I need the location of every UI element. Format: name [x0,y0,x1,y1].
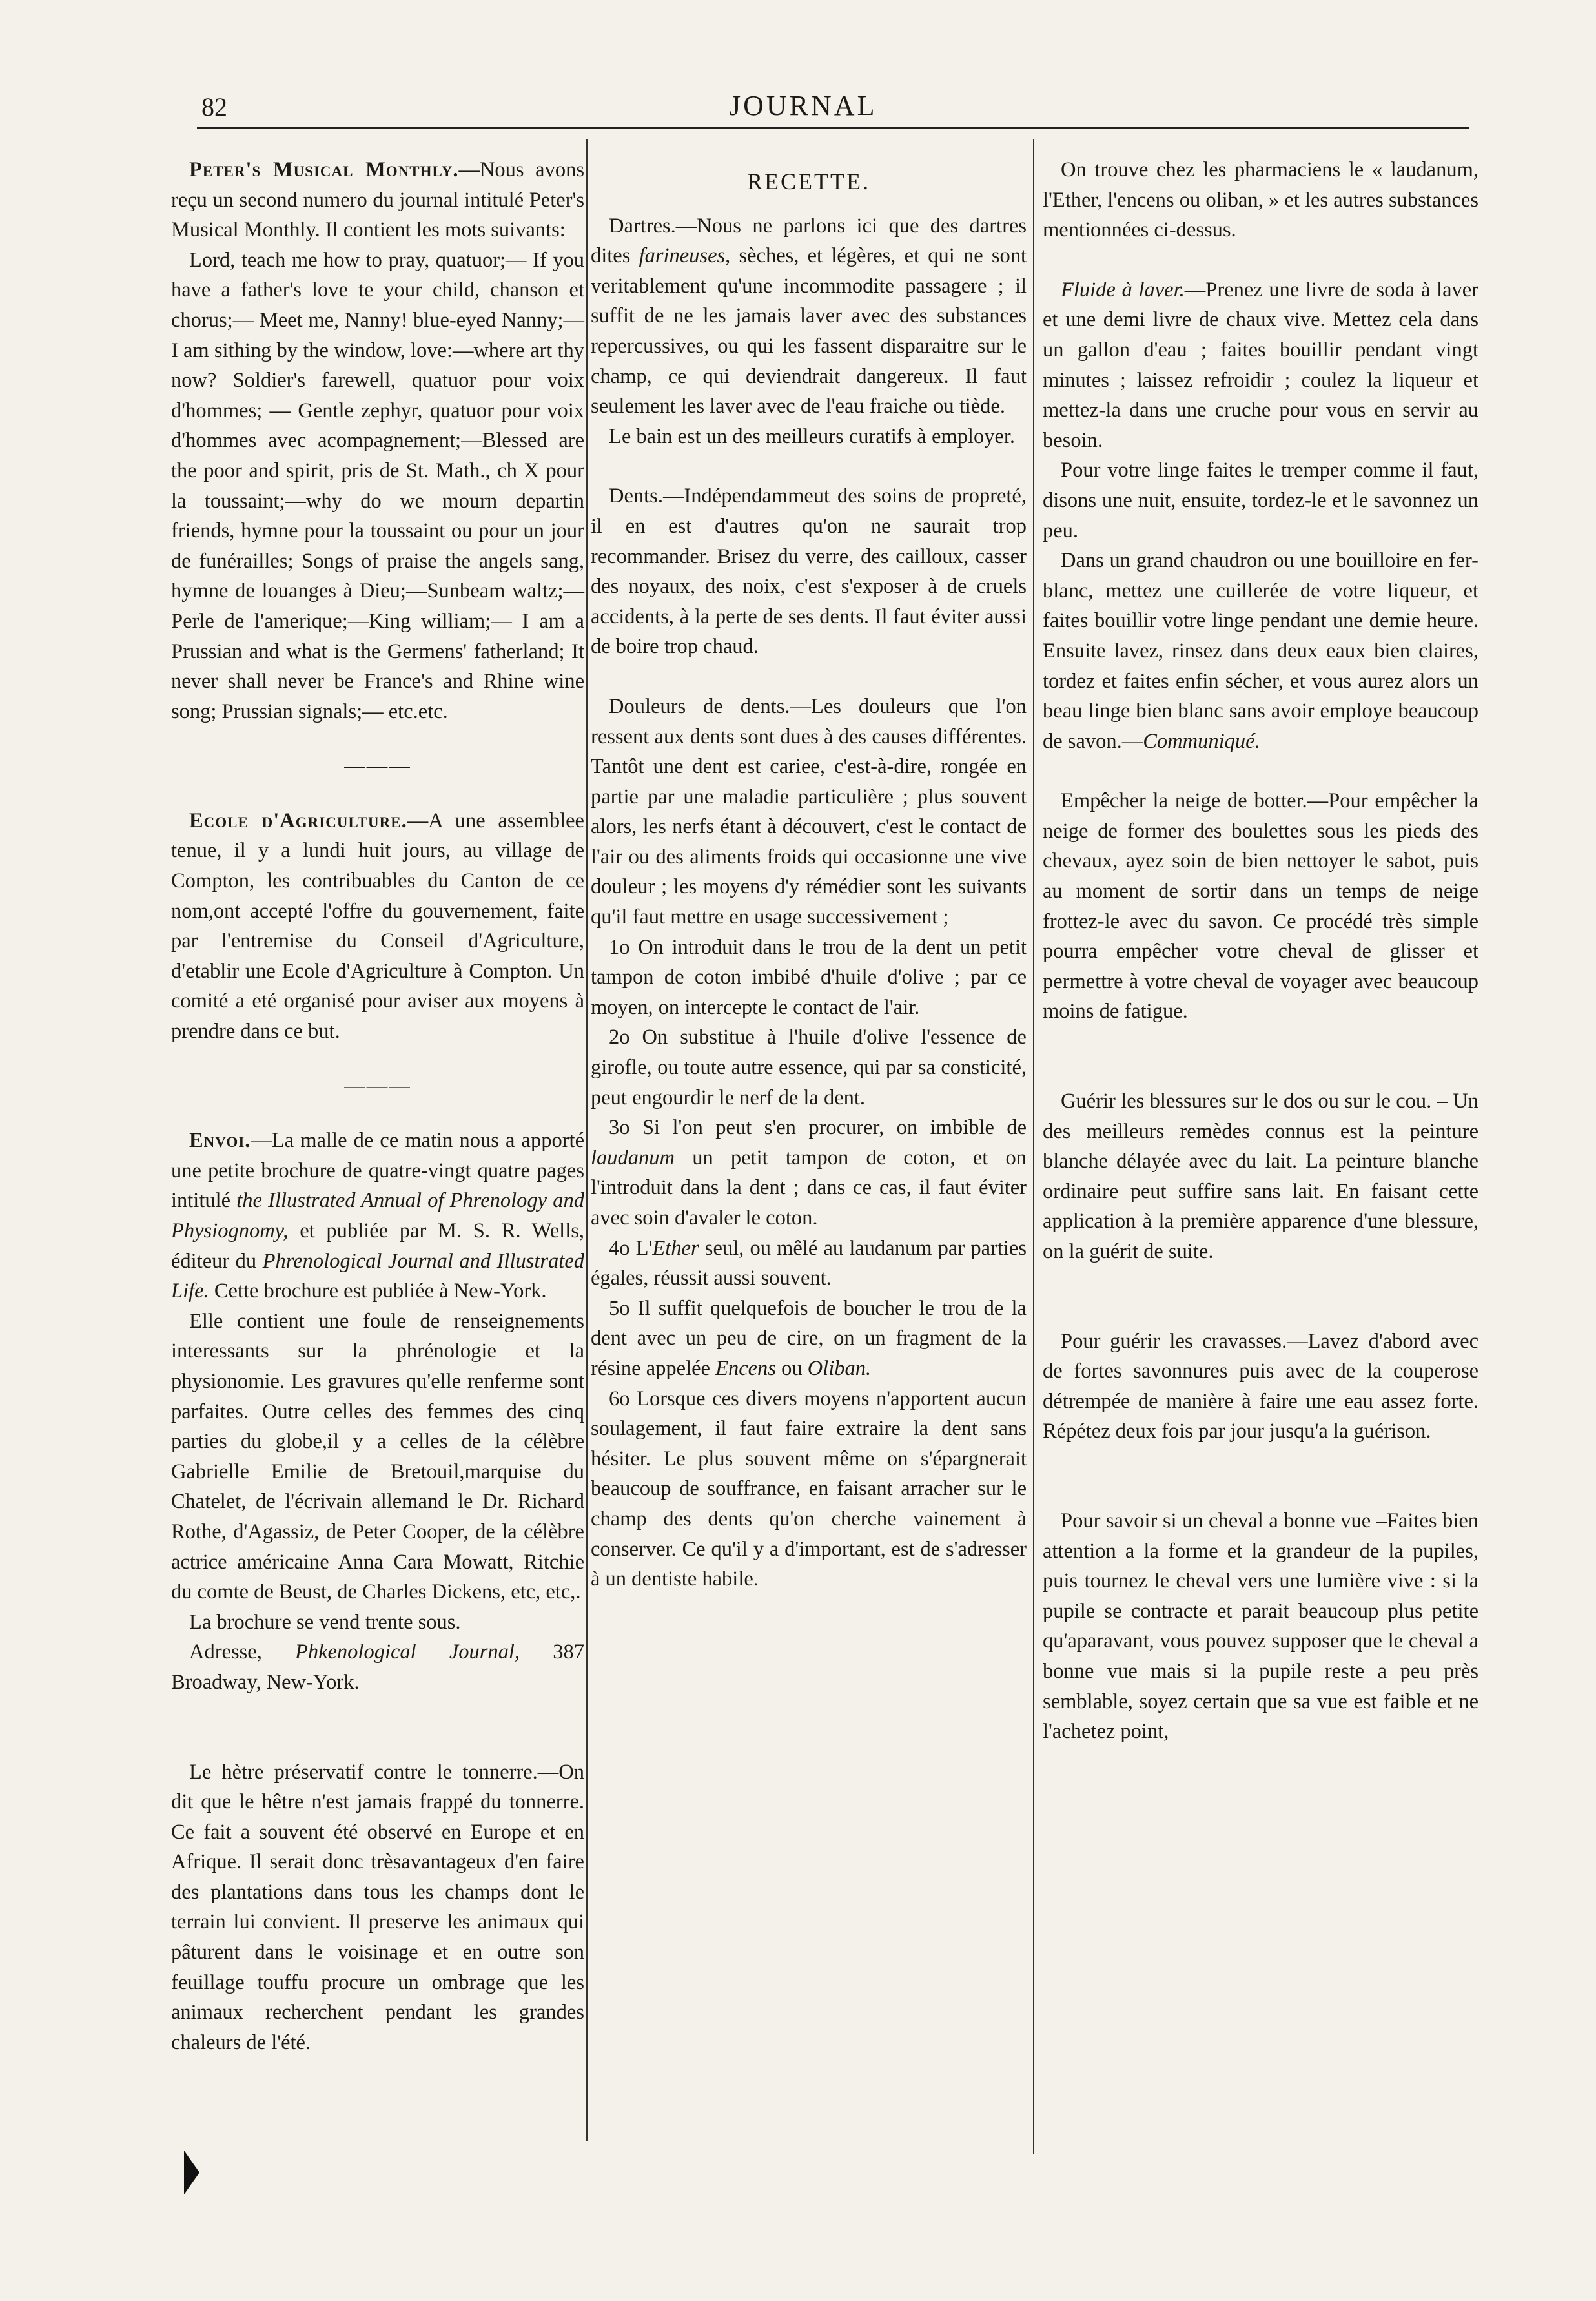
emphasis: laudanum [591,1146,675,1170]
article-text: La brochure se vend trente sous. [189,1610,461,1634]
article-text: Dartres.—Nous ne parlons ici que des dartres dites [591,214,1027,268]
column-rule-right [1033,139,1034,2154]
article-text: Cette brochure est publiée à New-York. [214,1279,547,1303]
article-text: —Nous avons reçu un second numero du journal intitulé Peter's Musical Monthly. Il contient les mots suivants: [171,158,584,242]
article-text: ou [781,1356,803,1380]
article-text: Le bain est un des meilleurs curatifs à employer. [609,424,1016,448]
article-text: —La malle de ce matin nous a apporté une petite brochure de quatre-vingt quatre pages intitulé [171,1129,584,1213]
journal-title: Phrenological Journal and Illustrated Life. [171,1249,584,1303]
list-item: 6o Lorsque ces divers moyens n'apportent aucun soulagement, il faut faire extraire la dent sans hésiter. Le plus souvent même on s'épargnerait beaucoup de souffrance, en faisant arracher sur le champ des dents qu'on cherche vainement à conserver. Ce qu'il y a d'important, est de s'adresser à un dentiste habile. [591,1387,1027,1591]
section-title: RECETTE. [747,169,870,194]
recipe-dartres [591,211,1027,422]
separator: ——— [344,1074,411,1098]
recipe-cheval-vue: Pour savoir si un cheval a bonne vue –Faites bien attention a la forme et la grandeur de la pupiles, puis tournez le cheval vers une lumière vive : si la pupile se contracte et parait beaucoup plus petite qu'aparavant, vous pouvez supposer que le cheval a bonne vue mais si la pupile reste a peu près semblable, soyez certain que sa vue est faible et ne l'achetez point, [1043,1509,1478,1744]
recipe-douleurs: Douleurs de dents.—Les douleurs que l'on ressent aux dents sont dues à des causes différentes. Tantôt une dent est cariee, c'est-à-dire, rongée en partie par une maladie particulière ; plus souvent alors, les nerfs étant à découvert, c'est le contact de l'air ou des aliments froids qui occasionne une vive douleur ; les moyens d'y rémédier sont les suivants qu'il faut mettre en usage successivement ; [591,694,1027,929]
article-peters-musical [171,155,584,245]
list-item: 2o On substitue à l'huile d'olive l'essence de girofle, ou toute autre essence, qui par sa consticité, peut engourdir le nerf de la dent. [591,1026,1027,1109]
article-text: et publiée par M. S. R. Wells, éditeur du [171,1219,584,1273]
article-text: 5o Il suffit quelquefois de boucher le trou de la dent avec un peu de cire, on un fragment de la résine appelée [591,1296,1027,1380]
running-head: JOURNAL [730,90,877,121]
list-item [591,1113,1027,1233]
article-hetre: Le hètre préservatif contre le tonnerre.—On dit que le hêtre n'est jamais frappé du tonnerre. Ce fait a souvent été observé en Europe et en Afrique. Il serait donc trèsavantageux d'en faire des plantations dans tous les champs dont le terrain lui convient. Il preserve les animaux qui pâturent dans le voisinage et en outre son feuillage touffu procure un ombrage que les animaux recherchent pendant les grandes chaleurs de l'été. [171,1760,584,2054]
emphasis: Encens [715,1356,776,1380]
column-left [171,155,584,2058]
article-head: Peter's Musical Monthly. [189,158,459,181]
list-item [591,1233,1027,1294]
article-text: un petit tampon de coton, et on l'introduit dans la dent ; dans ce cas, il faut éviter avec soin d'avaler le coton. [591,1146,1027,1230]
article-text: Pour votre linge faites le tremper comme il faut, disons une nuit, ensuite, tordez-le et le savonnez un peu. [1043,459,1478,542]
article-text: —Prenez une livre de soda à laver et une demi livre de chaux vive. Mettez cela dans un gallon d'eau ; faites bouillir pendant vingt minutes ; laissez refroidir ; coulez la liqueur et mettez-la dans une cruche pour vous en servir au besoin. [1043,278,1478,452]
column-right [1043,155,1478,1747]
column-middle [591,155,1027,1594]
article-text: Adresse, [189,1640,262,1664]
separator: ——— [344,754,411,778]
article-text: 4o L' [609,1236,653,1260]
article-head: Ecole d'Agriculture. [189,809,407,832]
recipe-dents: Dents.—Indépendammeut des soins de propreté, il en est d'autres qu'on ne saurait trop recommander. Brisez du verre, des cailloux, casser des noyaux, des noix, c'est s'exposer à de cruels accidents, à la perte de ses dents. Il faut éviter aussi de boire trop chaud. [591,484,1027,659]
article-text: Dans un grand chaudron ou une bouilloire en fer-blanc, mettez une cuillerée de votre liqueur, et faites bouillir votre linge pendant une demie heure. Ensuite lavez, rinsez dans deux eaux bien claires, tordez et faites enfin sécher, et vous aurez alors un beau linge bien blanc sans avoir employe beaucoup de savon.— [1043,549,1478,753]
emphasis: farineuses, [639,244,731,268]
article-text: Elle contient une foule de renseignements interessants sur la phrénologie et la physionomie. Les gravures qu'elle renferme sont parfaites. Outre celles des femmes des cinq parties du globe,il y a celles de la célèbre Gabrielle Emilie de Bretouil,marquise du Chatelet, de l'écrivain allemand le Dr. Richard Rothe, d'Agassiz, de Peter Cooper, de la célèbre actrice américaine Anna Cara Mowatt, Ritchie du comte de Beust, de Charles Dickens, etc, etc,. [171,1309,584,1604]
book-title: the Illustrated Annual of Phrenology and Physiognomy, [171,1189,585,1243]
article-ecole-agriculture [171,806,584,1047]
article-head: Envoi. [189,1129,251,1153]
article-head: Fluide à laver. [1061,278,1185,302]
article-text [1043,546,1478,756]
article-text: —A une assemblee tenue, il y a lundi huit jours, au village de Compton, les contribuables du Canton de ce nom,ont accepté l'offre du gouvernement, faite par l'entremise du Conseil d'Agriculture, d'etablir une Ecole d'Agriculture à Compton. Un comité a eté organisé pour aviser aux moyens à prendre dans ce but. [171,809,584,1044]
article-envoi [171,1126,584,1306]
ink-mark [184,2151,200,2194]
journal-title: Phkenological Journal, [294,1640,520,1664]
column-rule-left [586,139,588,2141]
article-text: 387 Broadway, New-York. [171,1640,584,1694]
list-item: 1o On introduit dans le trou de la dent un petit tampon de coton imbibé d'huile d'olive ; par ce moyen, on intercepte le contact de l'air. [591,935,1027,1019]
list-item [591,1294,1027,1384]
article-text: 3o Si l'on peut s'en procurer, on imbible de [609,1116,1027,1140]
page-number: 82 [201,92,227,121]
article-text: On trouve chez les pharmaciens le « laudanum, l'Ether, l'encens ou oliban, » et les autres substances mentionnées ci-dessus. [1043,158,1478,242]
recipe-cravasses: Pour guérir les cravasses.—Lavez d'abord avec de fortes savonnures puis avec de la couperose détrempée de manière à faire une eau assez forte. Répétez deux fois par jour jusqu'a la guérison. [1043,1329,1478,1443]
recipe-blessures: Guérir les blessures sur le dos ou sur le cou. – Un des meilleurs remèdes connus est la peinture blanche délayée avec du lait. La peinture blanche ordinaire peut suffire sans lait. En faisant cette application à la première apparence d'une blessure, on la guérit de suite. [1043,1089,1478,1263]
emphasis: Communiqué. [1143,729,1260,753]
article-text: Lord, teach me how to pray, quatuor;— If you have a father's love te your child, chanson et chorus;— Meet me, Nanny! blue-eyed Nanny;— I am sithing by the window, love:—where art thy now? Soldier's farewell, quatuor pour voix d'hommes; — Gentle zephyr, quatuor pour voix d'hommes avec acompagnement;—Blessed are the poor and spirit, pris de St. Math., ch X pour la toussaint;—why do we mourn departin friends, hymne pour la toussaint ou pour un jour de funérailles; Songs of praise the angels sang, hymne de louanges à Dieu;—Sunbeam waltz;—Perle de l'amerique;—King william;— I am a Prussian and what is the Germens' fatherland; It never shall never be France's and Rhine wine song; Prussian signals;— etc.etc. [171,248,584,723]
article-text: sèches, et légères, et qui ne sont veritablement qu'une incommodite passagere ; il suffit de ne les jamais laver avec des substances repercussives, ou qui les fassent disparaitre sur le champ, ce qui deviendrait dangereux. Il faut seulement les laver avec de l'eau fraiche ou tiède. [591,244,1027,418]
article-address [171,1637,584,1697]
header-rule [197,127,1469,129]
recipe-fluide [1043,275,1478,456]
article-text: seul, ou mêlé au laudanum par parties égales, réussit aussi souvent. [591,1236,1027,1290]
emphasis: Ether [652,1236,699,1260]
recipe-neige: Empêcher la neige de botter.—Pour empêcher la neige de former des boulettes sous les pieds des chevaux, ayez soin de bien nettoyer le sabot, puis au moment de sortir dans un temps de neige frottez-le avec du savon. Ce procédé très simple pourra empêcher votre cheval de glisser et permettre à votre cheval de voyager avec beaucoup moins de fatigue. [1043,789,1478,1024]
emphasis: Oliban. [807,1356,872,1380]
